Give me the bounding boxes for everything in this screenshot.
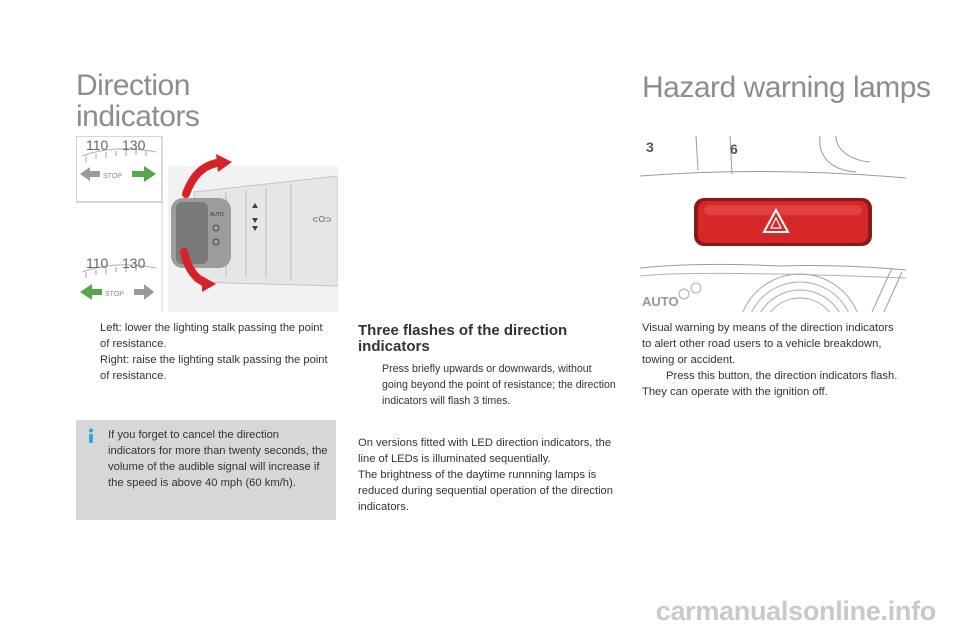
info-box bbox=[76, 420, 336, 520]
speed-110-top: 110 bbox=[86, 137, 109, 153]
bullet-text: Press this button, the direction indicators flash. bbox=[666, 370, 898, 382]
hazard-intro: Visual warning by means of the direction indicators to alert other road users to a vehicle breakdown, towing or accident. bbox=[642, 322, 894, 366]
hazard-outro: They can operate with the ignition off. bbox=[642, 386, 828, 398]
svg-text:⊂O⊃: ⊂O⊃ bbox=[312, 215, 332, 224]
led-paragraph-1: On versions fitted with LED direction indicators, the line of LEDs is illuminated sequentially. bbox=[358, 437, 612, 465]
led-paragraph-2: The brightness of the daytime runnning lamps is reduced during sequential operation of the direction indicators. bbox=[358, 469, 614, 513]
bullet-text: Right: raise the lighting stalk passing the point of resistance. bbox=[100, 354, 328, 382]
stop-label-top: STOP bbox=[103, 173, 122, 180]
left-title bbox=[76, 70, 199, 132]
info-text: If you forget to cancel the direction indicators for more than twenty seconds, the volume of the audible signal will increase if the speed is above 40 mph (60 km/h). bbox=[108, 429, 328, 489]
bullet-text: Left: lower the lighting stalk passing the point of resistance. bbox=[100, 322, 323, 350]
bullet-left-stalk bbox=[76, 320, 328, 352]
lighting-stalk-illustration bbox=[76, 136, 338, 312]
bullet-press-hazard bbox=[642, 368, 904, 384]
speed-110-bottom: 110 bbox=[86, 255, 109, 271]
info-icon bbox=[86, 428, 96, 444]
footer-watermark: carmanualsonline.info bbox=[655, 596, 936, 626]
dash-number-3: 3 bbox=[646, 139, 654, 155]
speed-130-bottom: 130 bbox=[122, 255, 146, 271]
bullet-text: Press briefly upwards or downwards, without going beyond the point of resistance; the direction indicators will flash 3 times. bbox=[382, 363, 616, 407]
page-title-direction-line2: indicators bbox=[76, 100, 200, 133]
dash-number-6: 6 bbox=[730, 141, 738, 157]
page-title-direction-line1: Direction bbox=[76, 69, 190, 102]
three-flashes-section bbox=[358, 323, 598, 355]
bullet-press-briefly bbox=[358, 361, 620, 409]
hazard-dashboard-svg bbox=[640, 136, 906, 312]
hazard-text bbox=[642, 320, 904, 400]
speed-130-top: 130 bbox=[122, 137, 146, 153]
bullet-right-stalk bbox=[76, 352, 328, 384]
dash-auto-label: AUTO bbox=[642, 294, 679, 309]
right-title bbox=[642, 72, 942, 103]
three-flashes-heading: Three flashes of the direction indicators bbox=[358, 322, 568, 355]
dash-dial-bottom bbox=[738, 274, 862, 312]
left-bullet-list bbox=[76, 320, 328, 384]
led-paragraphs bbox=[358, 435, 626, 515]
page-title-hazard: Hazard warning lamps bbox=[642, 71, 931, 104]
middle-bullet-list bbox=[358, 361, 620, 409]
lighting-stalk-svg bbox=[76, 136, 338, 312]
stop-label-bottom: STOP bbox=[105, 291, 124, 298]
hazard-illustration bbox=[640, 136, 906, 312]
stalk-auto-label: AUTO bbox=[210, 212, 224, 218]
